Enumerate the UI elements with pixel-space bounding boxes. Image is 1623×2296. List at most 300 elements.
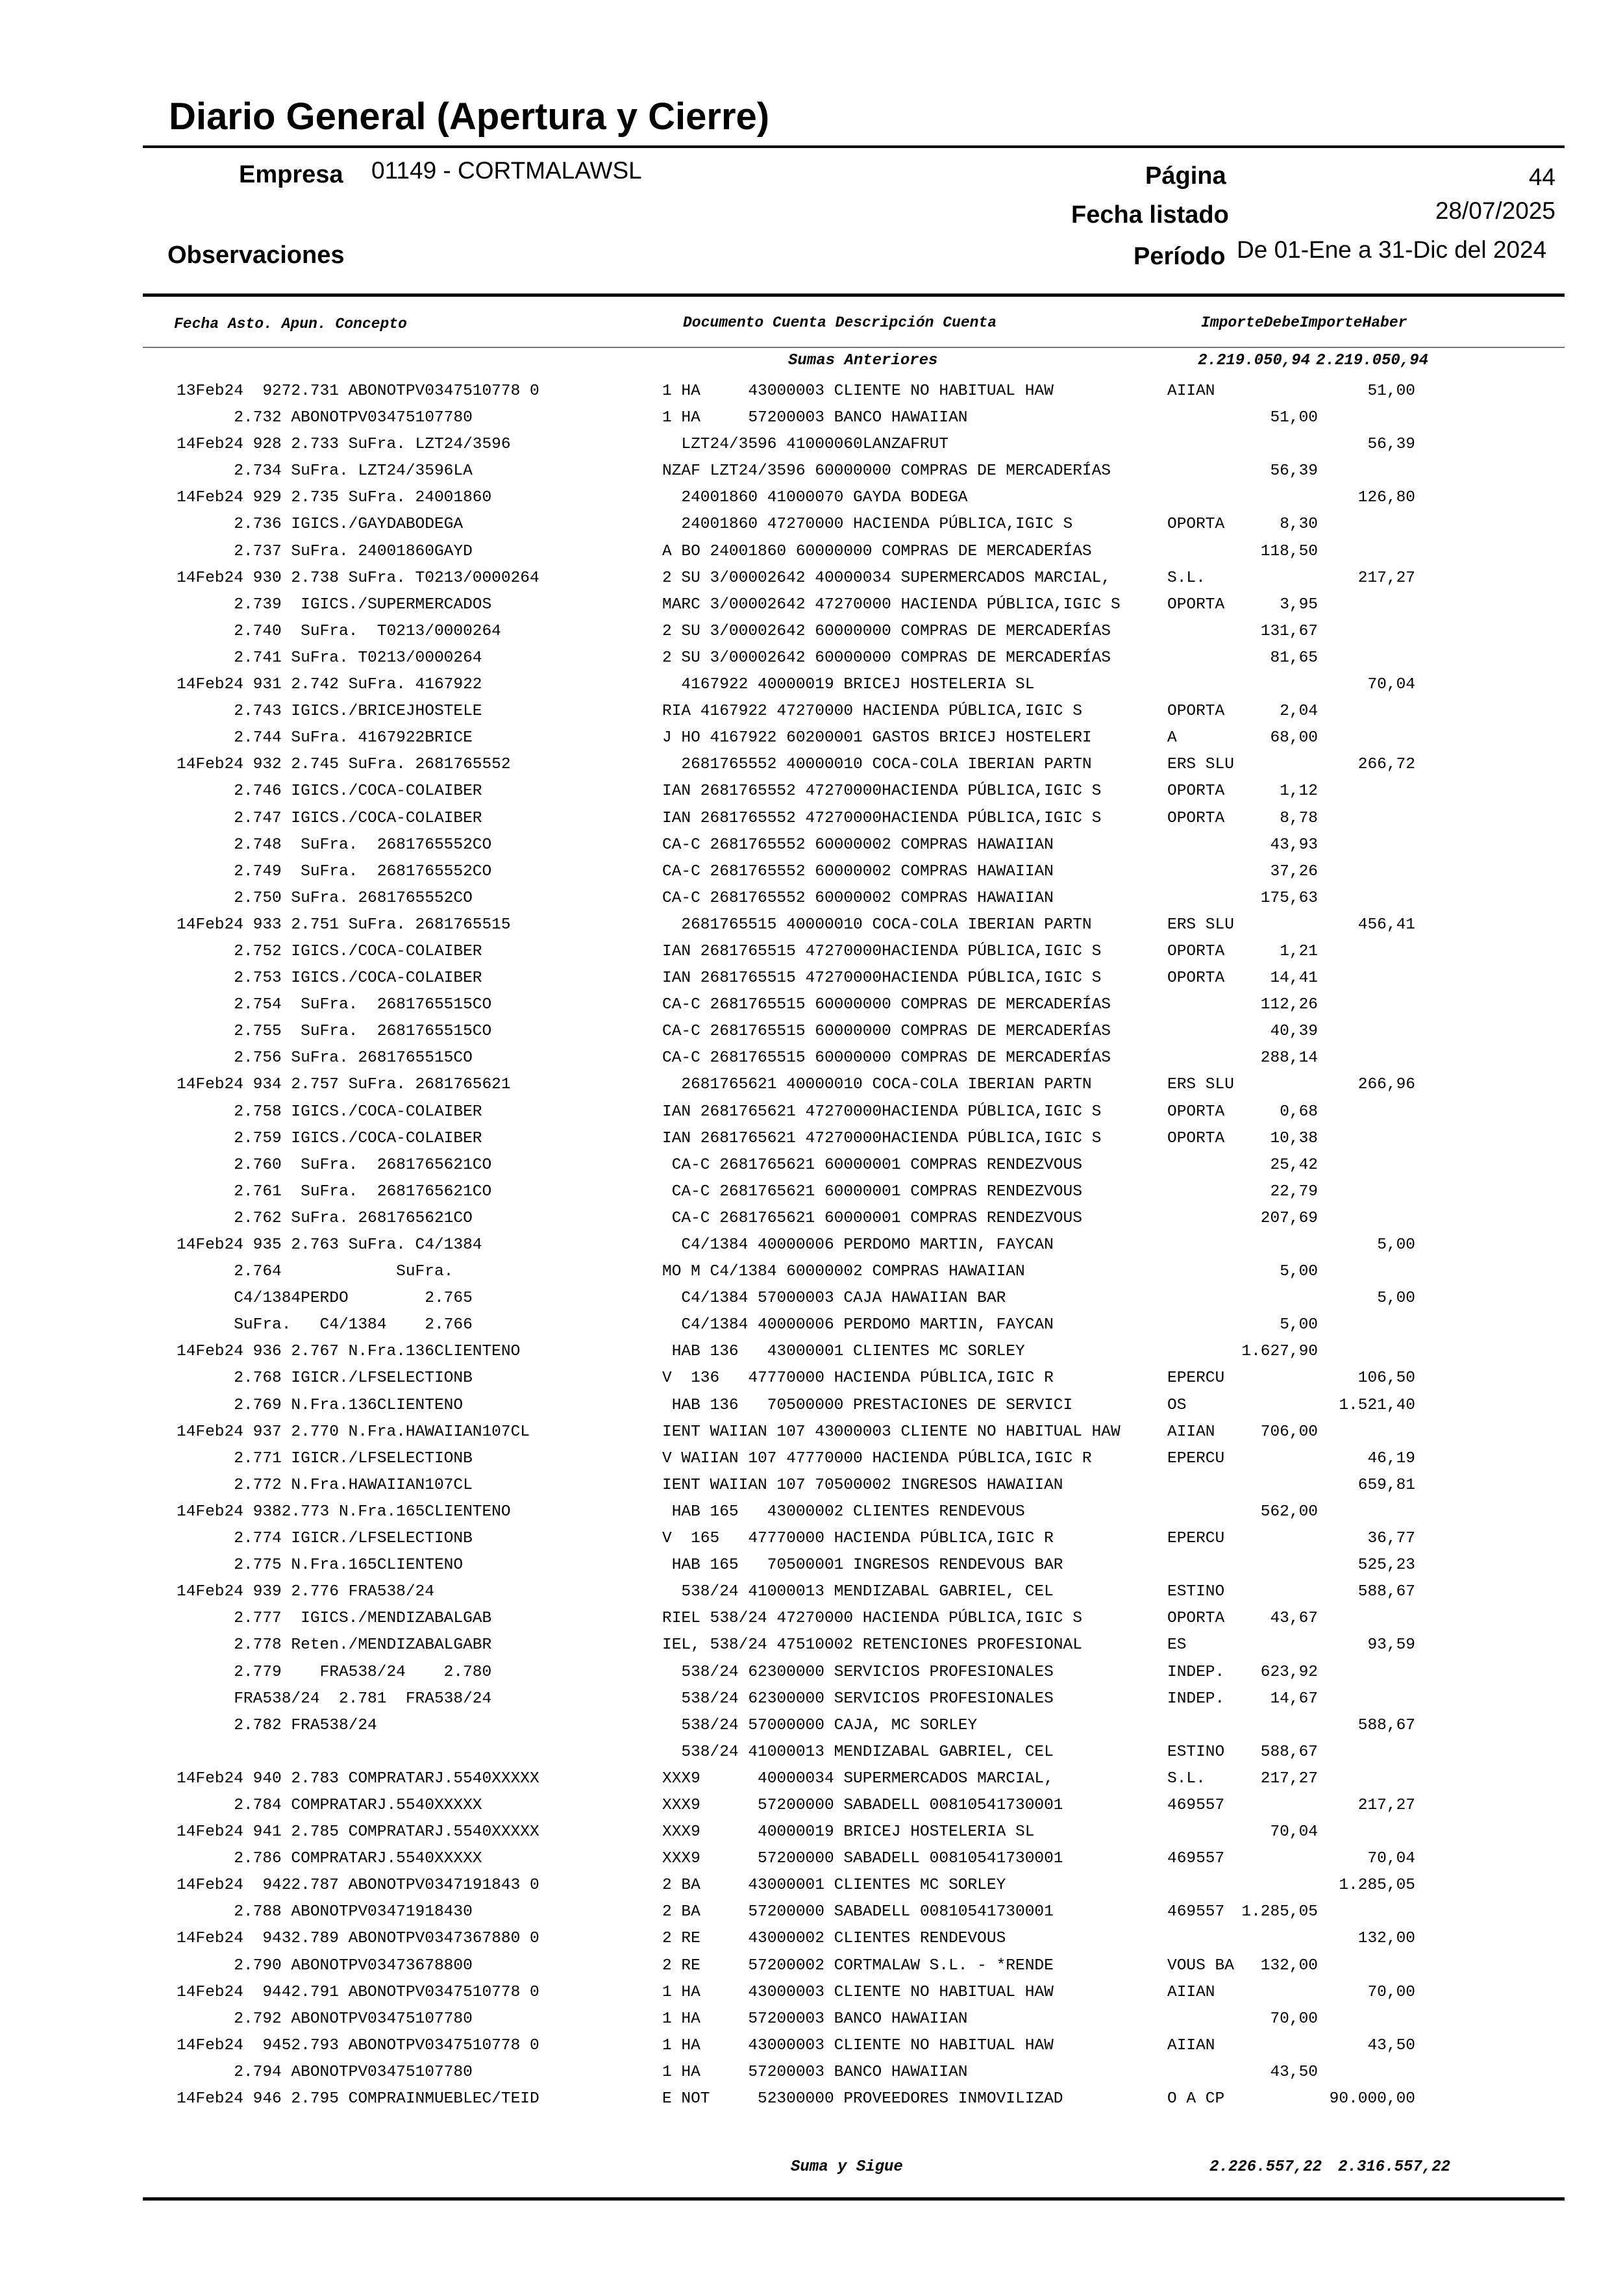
journal-cell-c2: NZAF LZT24/3596 60000000 COMPRAS DE MERCADERÍAS [662, 462, 1111, 480]
journal-cell-c1: 2.743 IGICS./BRICEJHOSTELE [177, 703, 482, 721]
journal-cell-c5: 56,39 [1367, 436, 1415, 454]
journal-cell-c5: 659,81 [1357, 1476, 1415, 1494]
journal-cell-c3: A [1167, 729, 1177, 747]
journal-cell-c1: 14Feb24 930 2.738 SuFra. T0213/0000264 [177, 569, 539, 587]
empresa-label: Empresa [239, 161, 343, 188]
journal-cell-c1: 2.782 FRA538/24 [177, 1716, 377, 1734]
sumas-anteriores-label: Sumas Anteriores [788, 352, 938, 369]
journal-cell-c3: AIIAN [1167, 382, 1215, 400]
journal-row [0, 751, 1623, 778]
journal-cell-c1: 2.760 SuFra. 2681765621CO [177, 1156, 492, 1174]
journal-cell-c1: C4/1384PERDO 2.765 [177, 1290, 473, 1308]
journal-row [0, 1979, 1623, 2006]
journal-row [0, 1632, 1623, 1658]
journal-cell-c2: 2 SU 3/00002642 40000034 SUPERMERCADOS MARCIAL, [662, 569, 1111, 587]
column-header-left: Fecha Asto. Apun. Concepto [174, 316, 407, 332]
journal-cell-c3: 469557 [1167, 1903, 1225, 1921]
journal-row [0, 778, 1623, 805]
journal-row [0, 1845, 1623, 1872]
journal-cell-c3: OPORTA [1167, 703, 1225, 721]
journal-cell-c5: 217,27 [1357, 1796, 1415, 1814]
journal-cell-c4: 0,68 [1280, 1103, 1318, 1121]
journal-cell-c2: IENT WAIIAN 107 43000003 CLIENTE NO HABITUAL HAW [662, 1423, 1121, 1441]
journal-row [0, 1419, 1623, 1445]
journal-cell-c5: 525,23 [1357, 1556, 1415, 1575]
journal-cell-c3: ERS SLU [1167, 916, 1234, 934]
journal-cell-c4: 131,67 [1260, 622, 1318, 640]
journal-cell-c5: 5,00 [1377, 1236, 1415, 1254]
journal-cell-c2: 2681765621 40000010 COCA-COLA IBERIAN PARTN [662, 1076, 1092, 1094]
journal-row [0, 1499, 1623, 1525]
journal-cell-c3: OPORTA [1167, 809, 1225, 827]
journal-cell-c1: 14Feb24 9382.773 N.Fra.165CLIENTENO [177, 1503, 511, 1521]
journal-row [0, 1953, 1623, 1979]
journal-cell-c5: 456,41 [1357, 916, 1415, 934]
journal-cell-c1: 2.788 ABONOTPV03471918430 [177, 1903, 473, 1921]
journal-row [0, 618, 1623, 645]
journal-cell-c1: 2.772 N.Fra.HAWAIIAN107CL [177, 1476, 473, 1494]
journal-cell-c5: 36,77 [1367, 1530, 1415, 1548]
journal-cell-c2: 1 HA 43000003 CLIENTE NO HABITUAL HAW [662, 1983, 1054, 2001]
journal-cell-c4: 132,00 [1260, 1956, 1318, 1975]
journal-cell-c1: 2.747 IGICS./COCA-COLAIBER [177, 809, 482, 827]
journal-row [0, 858, 1623, 885]
journal-row [0, 832, 1623, 858]
footer-rule [143, 2197, 1565, 2201]
journal-cell-c5: 46,19 [1367, 1449, 1415, 1467]
journal-cell-c2: IAN 2681765552 47270000HACIENDA PÚBLICA,IGIC S [662, 782, 1102, 801]
column-header-rule [143, 347, 1565, 348]
empresa-value: 01149 - CORTMALAWSL [371, 157, 642, 184]
journal-cell-c4: 8,78 [1280, 809, 1318, 827]
journal-cell-c2: XXX9 40000034 SUPERMERCADOS MARCIAL, [662, 1769, 1054, 1788]
journal-cell-c4: 623,92 [1260, 1663, 1318, 1681]
journal-cell-c1: 2.736 IGICS./GAYDABODEGA [177, 516, 464, 534]
journal-cell-c3: OPORTA [1167, 1610, 1225, 1628]
journal-cell-c1: 2.748 SuFra. 2681765552CO [177, 836, 492, 854]
journal-row [0, 2006, 1623, 2032]
journal-cell-c1: 14Feb24 936 2.767 N.Fra.136CLIENTENO [177, 1343, 521, 1361]
journal-cell-c1: 2.769 N.Fra.136CLIENTENO [177, 1396, 464, 1414]
journal-cell-c3: INDEP. [1167, 1663, 1225, 1681]
journal-cell-c5: 132,00 [1357, 1930, 1415, 1948]
journal-cell-c1: 14Feb24 9442.791 ABONOTPV0347510778 0 [177, 1983, 539, 2001]
journal-cell-c1: 14Feb24 946 2.795 COMPRAINMUEBLEC/TEID [177, 2090, 539, 2108]
journal-cell-c2: IAN 2681765515 47270000HACIENDA PÚBLICA,IGIC S [662, 969, 1102, 988]
journal-cell-c5: 43,50 [1367, 2036, 1415, 2054]
journal-cell-c5: 70,00 [1367, 1983, 1415, 2001]
journal-cell-c2: 2681765552 40000010 COCA-COLA IBERIAN PARTN [662, 756, 1092, 774]
journal-cell-c1: 14Feb24 928 2.733 SuFra. LZT24/3596 [177, 436, 511, 454]
journal-cell-c4: 1,21 [1280, 942, 1318, 960]
journal-cell-c1: 14Feb24 933 2.751 SuFra. 2681765515 [177, 916, 511, 934]
journal-cell-c2: J HO 4167922 60200001 GASTOS BRICEJ HOSTELERI [662, 729, 1092, 747]
journal-row [0, 458, 1623, 484]
journal-cell-c2: A BO 24001860 60000000 COMPRAS DE MERCADERÍAS [662, 542, 1092, 560]
journal-cell-c2: CA-C 2681765552 60000002 COMPRAS HAWAIIAN [662, 889, 1054, 907]
journal-cell-c1: 14Feb24 9432.789 ABONOTPV0347367880 0 [177, 1930, 539, 1948]
journal-row [0, 992, 1623, 1018]
journal-row [0, 1071, 1623, 1098]
journal-row [0, 1792, 1623, 1819]
journal-cell-c1: FRA538/24 2.781 FRA538/24 [177, 1690, 492, 1708]
journal-cell-c4: 70,00 [1270, 2010, 1318, 2028]
journal-row [0, 1712, 1623, 1739]
journal-cell-c2: IEL, 538/24 47510002 RETENCIONES PROFESIONAL [662, 1636, 1082, 1654]
journal-cell-c2: V 136 47770000 HACIENDA PÚBLICA,IGIC R [662, 1369, 1054, 1388]
journal-row [0, 1285, 1623, 1312]
journal-cell-c5: 1.285,05 [1339, 1877, 1415, 1895]
journal-cell-c1: 2.790 ABONOTPV03473678800 [177, 1956, 473, 1975]
journal-cell-c1: 2.762 SuFra. 2681765621CO [177, 1209, 473, 1227]
journal-cell-c3: AIIAN [1167, 2036, 1215, 2054]
pagina-value: 44 [1528, 164, 1555, 190]
journal-cell-c2: 1 HA 57200003 BANCO HAWAIIAN [662, 2010, 968, 2028]
fecha-listado-value: 28/07/2025 [1435, 197, 1555, 224]
journal-cell-c2: HAB 136 43000001 CLIENTES MC SORLEY [662, 1343, 1025, 1361]
journal-cell-c4: 10,38 [1270, 1129, 1318, 1147]
journal-row [0, 805, 1623, 832]
journal-row [0, 725, 1623, 751]
journal-cell-c5: 588,67 [1357, 1716, 1415, 1734]
journal-cell-c5: 70,04 [1367, 676, 1415, 694]
journal-row [0, 484, 1623, 511]
journal-cell-c5: 51,00 [1367, 382, 1415, 400]
journal-row [0, 1338, 1623, 1365]
journal-cell-c4: 70,04 [1270, 1823, 1318, 1841]
journal-cell-c5: 266,96 [1357, 1076, 1415, 1094]
journal-row [0, 2059, 1623, 2086]
journal-cell-c2: 2 RE 57200002 CORTMALAW S.L. - *RENDE [662, 1956, 1054, 1975]
journal-cell-c4: 2,04 [1280, 703, 1318, 721]
journal-row [0, 378, 1623, 405]
journal-cell-c1: 2.746 IGICS./COCA-COLAIBER [177, 782, 482, 801]
journal-cell-c2: LZT24/3596 41000060LANZAFRUT [662, 436, 949, 454]
journal-row [0, 1472, 1623, 1499]
journal-cell-c1: 13Feb24 9272.731 ABONOTPV0347510778 0 [177, 382, 539, 400]
journal-cell-c2: 538/24 62300000 SERVICIOS PROFESIONALES [662, 1663, 1054, 1681]
journal-cell-c1: 2.749 SuFra. 2681765552CO [177, 862, 492, 880]
journal-row [0, 671, 1623, 698]
journal-cell-c2: HAB 136 70500000 PRESTACIONES DE SERVICI [662, 1396, 1073, 1414]
journal-cell-c1: 2.794 ABONOTPV03475107780 [177, 2063, 473, 2081]
journal-cell-c5: 588,67 [1357, 1583, 1415, 1601]
journal-cell-c3: OPORTA [1167, 595, 1225, 614]
journal-cell-c2: 2 BA 57200000 SABADELL 00810541730001 [662, 1903, 1054, 1921]
journal-cell-c1: 2.761 SuFra. 2681765621CO [177, 1182, 492, 1201]
journal-cell-c3: AIIAN [1167, 1423, 1215, 1441]
journal-cell-c2: 2 SU 3/00002642 60000000 COMPRAS DE MERCADERÍAS [662, 649, 1111, 667]
journal-cell-c5: 126,80 [1357, 489, 1415, 507]
journal-cell-c2: CA-C 2681765621 60000001 COMPRAS RENDEZVOUS [662, 1182, 1082, 1201]
journal-row [0, 1578, 1623, 1605]
journal-cell-c2: IAN 2681765621 47270000HACIENDA PÚBLICA,IGIC S [662, 1129, 1102, 1147]
journal-cell-c2: 1 HA 43000003 CLIENTE NO HABITUAL HAW [662, 2036, 1054, 2054]
journal-cell-c2: CA-C 2681765515 60000000 COMPRAS DE MERCADERÍAS [662, 996, 1111, 1014]
journal-row [0, 1099, 1623, 1125]
journal-cell-c2: CA-C 2681765621 60000001 COMPRAS RENDEZVOUS [662, 1156, 1082, 1174]
journal-cell-c2: XXX9 57200000 SABADELL 00810541730001 [662, 1850, 1063, 1868]
journal-cell-c5: 106,50 [1357, 1369, 1415, 1388]
journal-cell-c2: 1 HA 57200003 BANCO HAWAIIAN [662, 2063, 968, 2081]
fecha-listado-label: Fecha listado [1071, 201, 1229, 229]
journal-cell-c2: HAB 165 70500001 INGRESOS RENDEVOUS BAR [662, 1556, 1063, 1575]
journal-cell-c4: 81,65 [1270, 649, 1318, 667]
journal-row [0, 1258, 1623, 1285]
journal-cell-c5: 90.000,00 [1329, 2090, 1415, 2108]
journal-cell-c1: 2.756 SuFra. 2681765515CO [177, 1049, 473, 1067]
journal-cell-c2: V WAIIAN 107 47770000 HACIENDA PÚBLICA,IGIC R [662, 1449, 1092, 1467]
journal-row [0, 2032, 1623, 2059]
journal-row [0, 1899, 1623, 1925]
journal-cell-c1: 2.754 SuFra. 2681765515CO [177, 996, 492, 1014]
journal-cell-c3: 469557 [1167, 1850, 1225, 1868]
journal-cell-c1: 2.764 SuFra. [177, 1263, 454, 1281]
journal-cell-c4: 217,27 [1260, 1769, 1318, 1788]
journal-cell-c3: OPORTA [1167, 969, 1225, 988]
journal-cell-c3: ES [1167, 1636, 1187, 1654]
report-title: Diario General (Apertura y Cierre) [169, 95, 770, 138]
journal-row [0, 565, 1623, 592]
journal-cell-c3: ERS SLU [1167, 1076, 1234, 1094]
journal-entries [0, 378, 1623, 2112]
journal-cell-c2: IAN 2681765552 47270000HACIENDA PÚBLICA,IGIC S [662, 809, 1102, 827]
journal-cell-c3: ESTINO [1167, 1583, 1225, 1601]
journal-row [0, 645, 1623, 671]
journal-cell-c1: 14Feb24 929 2.735 SuFra. 24001860 [177, 489, 492, 507]
journal-cell-c3: OPORTA [1167, 516, 1225, 534]
journal-cell-c4: 175,63 [1260, 889, 1318, 907]
journal-cell-c1: SuFra. C4/1384 2.766 [177, 1316, 473, 1334]
journal-cell-c2: 2 SU 3/00002642 60000000 COMPRAS DE MERCADERÍAS [662, 622, 1111, 640]
title-rule [143, 145, 1565, 148]
journal-cell-c3: 469557 [1167, 1796, 1225, 1814]
journal-cell-c2: IAN 2681765515 47270000HACIENDA PÚBLICA,IGIC S [662, 942, 1102, 960]
journal-cell-c2: V 165 47770000 HACIENDA PÚBLICA,IGIC R [662, 1530, 1054, 1548]
journal-cell-c1: 2.741 SuFra. T0213/0000264 [177, 649, 482, 667]
journal-cell-c1: 14Feb24 939 2.776 FRA538/24 [177, 1583, 434, 1601]
journal-cell-c2: 24001860 41000070 GAYDA BODEGA [662, 489, 968, 507]
journal-cell-c2: 538/24 57000000 CAJA, MC SORLEY [662, 1716, 978, 1734]
journal-cell-c3: OPORTA [1167, 782, 1225, 801]
journal-row [0, 1312, 1623, 1338]
journal-cell-c4: 706,00 [1260, 1423, 1318, 1441]
journal-cell-c4: 118,50 [1260, 542, 1318, 560]
journal-cell-c2: 2 BA 43000001 CLIENTES MC SORLEY [662, 1877, 1006, 1895]
journal-cell-c2: 538/24 41000013 MENDIZABAL GABRIEL, CEL [662, 1743, 1054, 1761]
journal-row [0, 511, 1623, 538]
journal-cell-c2: RIEL 538/24 47270000 HACIENDA PÚBLICA,IGIC S [662, 1610, 1082, 1628]
journal-row [0, 1232, 1623, 1258]
sumas-anteriores-haber: 2.219.050,94 [1316, 352, 1428, 369]
journal-cell-c2: C4/1384 40000006 PERDOMO MARTIN, FAYCAN [662, 1236, 1054, 1254]
journal-cell-c1: 2.739 IGICS./SUPERMERCADOS [177, 595, 492, 614]
journal-cell-c4: 112,26 [1260, 996, 1318, 1014]
journal-cell-c2: 538/24 62300000 SERVICIOS PROFESIONALES [662, 1690, 1054, 1708]
journal-cell-c2: XXX9 57200000 SABADELL 00810541730001 [662, 1796, 1063, 1814]
journal-cell-c2: CA-C 2681765515 60000000 COMPRAS DE MERCADERÍAS [662, 1049, 1111, 1067]
journal-row [0, 1045, 1623, 1071]
journal-cell-c3: EPERCU [1167, 1369, 1225, 1388]
journal-cell-c3: OS [1167, 1396, 1187, 1414]
pagina-label: Página [1145, 162, 1226, 190]
journal-cell-c2: IENT WAIIAN 107 70500002 INGRESOS HAWAIIAN [662, 1476, 1063, 1494]
journal-cell-c4: 43,50 [1270, 2063, 1318, 2081]
journal-row [0, 938, 1623, 965]
journal-cell-c1: 2.750 SuFra. 2681765552CO [177, 889, 473, 907]
journal-cell-c4: 56,39 [1270, 462, 1318, 480]
journal-row [0, 592, 1623, 618]
journal-cell-c2: 1 HA 43000003 CLIENTE NO HABITUAL HAW [662, 382, 1054, 400]
journal-cell-c2: C4/1384 57000003 CAJA HAWAIIAN BAR [662, 1290, 1006, 1308]
journal-cell-c5: 70,04 [1367, 1850, 1415, 1868]
header-rule [143, 293, 1565, 297]
column-header-mid: Documento Cuenta Descripción Cuenta [683, 314, 997, 331]
journal-cell-c2: CA-C 2681765515 60000000 COMPRAS DE MERCADERÍAS [662, 1023, 1111, 1041]
journal-cell-c2: 2 RE 43000002 CLIENTES RENDEVOUS [662, 1930, 1006, 1948]
journal-cell-c2: 4167922 40000019 BRICEJ HOSTELERIA SL [662, 676, 1035, 694]
observaciones-label: Observaciones [167, 242, 345, 269]
journal-cell-c1: 14Feb24 937 2.770 N.Fra.HAWAIIAN107CL [177, 1423, 530, 1441]
journal-cell-c1: 2.737 SuFra. 24001860GAYD [177, 542, 473, 560]
journal-cell-c3: VOUS BA [1167, 1956, 1234, 1975]
journal-cell-c2: CA-C 2681765621 60000001 COMPRAS RENDEZVOUS [662, 1209, 1082, 1227]
journal-cell-c4: 5,00 [1280, 1263, 1318, 1281]
journal-row [0, 1686, 1623, 1712]
journal-cell-c3: ESTINO [1167, 1743, 1225, 1761]
journal-row [0, 431, 1623, 458]
journal-cell-c1: 14Feb24 9422.787 ABONOTPV0347191843 0 [177, 1877, 539, 1895]
journal-cell-c3: S.L. [1167, 1769, 1206, 1788]
journal-cell-c4: 43,67 [1270, 1610, 1318, 1628]
journal-cell-c1: 2.775 N.Fra.165CLIENTENO [177, 1556, 464, 1575]
journal-cell-c4: 68,00 [1270, 729, 1318, 747]
journal-cell-c2: MO M C4/1384 60000002 COMPRAS HAWAIIAN [662, 1263, 1025, 1281]
journal-row [0, 538, 1623, 565]
journal-cell-c2: XXX9 40000019 BRICEJ HOSTELERIA SL [662, 1823, 1035, 1841]
journal-cell-c4: 43,93 [1270, 836, 1318, 854]
journal-row [0, 1766, 1623, 1792]
journal-cell-c1: 2.778 Reten./MENDIZABALGABR [177, 1636, 492, 1654]
journal-cell-c4: 8,30 [1280, 516, 1318, 534]
journal-cell-c4: 37,26 [1270, 862, 1318, 880]
journal-cell-c5: 93,59 [1367, 1636, 1415, 1654]
journal-row [0, 1018, 1623, 1045]
journal-cell-c2: RIA 4167922 47270000 HACIENDA PÚBLICA,IGIC S [662, 703, 1082, 721]
journal-cell-c2: MARC 3/00002642 47270000 HACIENDA PÚBLICA,IGIC S [662, 595, 1121, 614]
journal-cell-c1: 2.777 IGICS./MENDIZABALGAB [177, 1610, 492, 1628]
journal-row [0, 1525, 1623, 1552]
journal-row [0, 1739, 1623, 1766]
journal-cell-c3: EPERCU [1167, 1449, 1225, 1467]
journal-cell-c4: 1,12 [1280, 782, 1318, 801]
journal-row [0, 1605, 1623, 1632]
journal-cell-c1: 2.753 IGICS./COCA-COLAIBER [177, 969, 482, 988]
column-header-right: ImporteDebeImporteHaber [1201, 314, 1407, 331]
journal-cell-c3: OPORTA [1167, 1103, 1225, 1121]
journal-cell-c3: EPERCU [1167, 1530, 1225, 1548]
journal-cell-c3: S.L. [1167, 569, 1206, 587]
journal-cell-c1: 2.734 SuFra. LZT24/3596LA [177, 462, 473, 480]
journal-cell-c4: 5,00 [1280, 1316, 1318, 1334]
journal-cell-c2: C4/1384 40000006 PERDOMO MARTIN, FAYCAN [662, 1316, 1054, 1334]
journal-cell-c2: 24001860 47270000 HACIENDA PÚBLICA,IGIC S [662, 516, 1073, 534]
journal-row [0, 2086, 1623, 2112]
journal-cell-c1: 2.732 ABONOTPV03475107780 [177, 409, 473, 427]
journal-cell-c4: 22,79 [1270, 1182, 1318, 1201]
journal-row [0, 912, 1623, 938]
journal-cell-c4: 588,67 [1260, 1743, 1318, 1761]
journal-cell-c1: 2.786 COMPRATARJ.5540XXXXX [177, 1850, 482, 1868]
journal-cell-c5: 5,00 [1377, 1290, 1415, 1308]
journal-cell-c1: 2.744 SuFra. 4167922BRICE [177, 729, 473, 747]
journal-row [0, 965, 1623, 992]
journal-cell-c1: 2.758 IGICS./COCA-COLAIBER [177, 1103, 482, 1121]
journal-cell-c4: 25,42 [1270, 1156, 1318, 1174]
journal-cell-c4: 562,00 [1260, 1503, 1318, 1521]
journal-row [0, 1445, 1623, 1472]
journal-row [0, 1179, 1623, 1205]
journal-cell-c4: 3,95 [1280, 595, 1318, 614]
journal-cell-c4: 288,14 [1260, 1049, 1318, 1067]
journal-cell-c1: 2.779 FRA538/24 2.780 [177, 1663, 492, 1681]
journal-cell-c5: 1.521,40 [1339, 1396, 1415, 1414]
journal-cell-c2: 1 HA 57200003 BANCO HAWAIIAN [662, 409, 968, 427]
journal-row [0, 1872, 1623, 1899]
journal-cell-c4: 14,41 [1270, 969, 1318, 988]
journal-cell-c2: IAN 2681765621 47270000HACIENDA PÚBLICA,IGIC S [662, 1103, 1102, 1121]
journal-cell-c1: 2.755 SuFra. 2681765515CO [177, 1023, 492, 1041]
journal-cell-c3: INDEP. [1167, 1690, 1225, 1708]
periodo-label: Período [1134, 243, 1226, 270]
journal-cell-c2: 2681765515 40000010 COCA-COLA IBERIAN PARTN [662, 916, 1092, 934]
journal-cell-c3: O A CP [1167, 2090, 1225, 2108]
journal-cell-c3: ERS SLU [1167, 756, 1234, 774]
suma-y-sigue-debe: 2.226.557,22 [1209, 2158, 1322, 2176]
sumas-anteriores-debe: 2.219.050,94 [1198, 352, 1310, 369]
journal-row [0, 1659, 1623, 1686]
journal-cell-c4: 1.285,05 [1241, 1903, 1318, 1921]
journal-cell-c1: 14Feb24 932 2.745 SuFra. 2681765552 [177, 756, 511, 774]
journal-cell-c1: 14Feb24 931 2.742 SuFra. 4167922 [177, 676, 482, 694]
journal-cell-c4: 14,67 [1270, 1690, 1318, 1708]
suma-y-sigue-label: Suma y Sigue [791, 2158, 903, 2176]
journal-cell-c4: 51,00 [1270, 409, 1318, 427]
journal-row [0, 1552, 1623, 1578]
journal-cell-c1: 2.752 IGICS./COCA-COLAIBER [177, 942, 482, 960]
journal-cell-c2: CA-C 2681765552 60000002 COMPRAS HAWAIIAN [662, 836, 1054, 854]
journal-cell-c2: 538/24 41000013 MENDIZABAL GABRIEL, CEL [662, 1583, 1054, 1601]
journal-cell-c1: 2.792 ABONOTPV03475107780 [177, 2010, 473, 2028]
journal-cell-c1: 2.771 IGICR./LFSELECTIONB [177, 1449, 473, 1467]
journal-row [0, 1152, 1623, 1179]
journal-cell-c1: 14Feb24 940 2.783 COMPRATARJ.5540XXXXX [177, 1769, 539, 1788]
journal-cell-c4: 207,69 [1260, 1209, 1318, 1227]
journal-cell-c1: 14Feb24 935 2.763 SuFra. C4/1384 [177, 1236, 482, 1254]
journal-cell-c1: 14Feb24 934 2.757 SuFra. 2681765621 [177, 1076, 511, 1094]
suma-y-sigue-haber: 2.316.557,22 [1338, 2158, 1450, 2176]
journal-cell-c1: 2.740 SuFra. T0213/0000264 [177, 622, 501, 640]
journal-row [0, 698, 1623, 725]
journal-row [0, 1365, 1623, 1391]
journal-cell-c3: OPORTA [1167, 942, 1225, 960]
journal-cell-c1: 14Feb24 941 2.785 COMPRATARJ.5540XXXXX [177, 1823, 539, 1841]
journal-cell-c1: 14Feb24 9452.793 ABONOTPV0347510778 0 [177, 2036, 539, 2054]
journal-cell-c4: 1.627,90 [1241, 1343, 1318, 1361]
journal-row [0, 405, 1623, 431]
journal-cell-c5: 217,27 [1357, 569, 1415, 587]
journal-cell-c2: HAB 165 43000002 CLIENTES RENDEVOUS [662, 1503, 1025, 1521]
